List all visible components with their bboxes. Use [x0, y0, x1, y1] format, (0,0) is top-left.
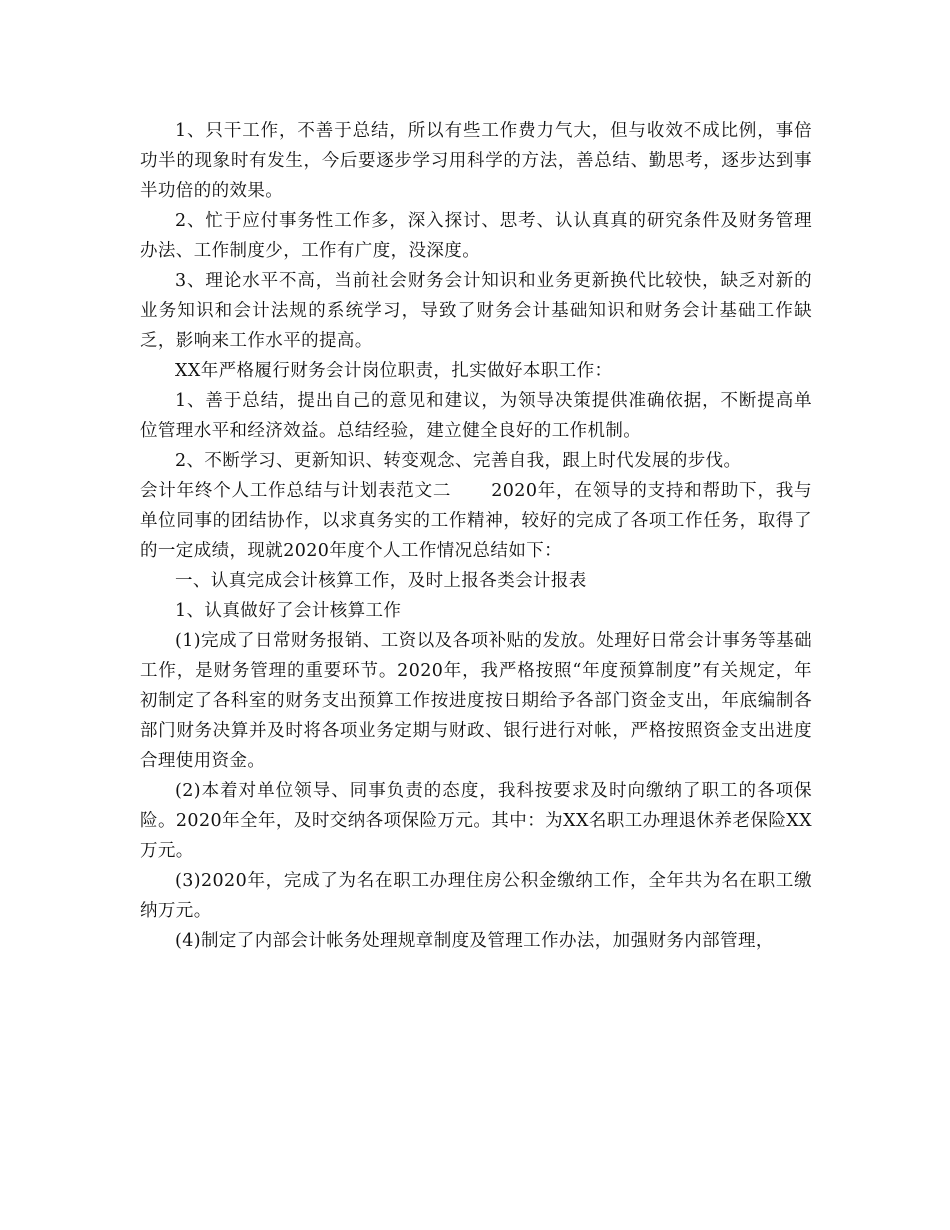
paragraph-plan-1: 1、善于总结，提出自己的意见和建议，为领导决策提供准确依据，不断提高单位管理水平和经济效益。总结经验，建立健全良好的工作机制。 — [140, 391, 812, 441]
document-body — [140, 116, 812, 956]
paragraph-item-4: (4)制定了内部会计帐务处理规章制度及管理工作办法，加强财务内部管理， — [175, 931, 774, 951]
paragraph-heading-accounting: 一、认真完成会计核算工作，及时上报各类会计报表 — [175, 571, 587, 591]
paragraph-plan-2: 2、不断学习、更新知识、转变观念、完善自我，跟上时代发展的步伐。 — [175, 451, 742, 471]
paragraph-item-1: (1)完成了日常财务报销、工资以及各项补贴的发放。处理好日常会计事务等基础工作，是财务管理的重要环节。2020年，我严格按照“年度预算制度”有关规定，年初制定了各科室的财务支出预算工作按进度按日期给予各部门资金支出，年底编制各部门财务决算并及时将各项业务定期与财政、银行进行对帐，严格按照资金支出进度合理使用资金。 — [140, 631, 812, 771]
paragraph-plan-heading: XX年严格履行财务会计岗位职责，扎实做好本职工作： — [175, 361, 613, 381]
paragraph-item-2: (2)本着对单位领导、同事负责的态度，我科按要求及时向缴纳了职工的各项保险。2020年全年，及时交纳各项保险万元。其中：为XX名职工办理退休养老保险XX万元。 — [140, 781, 812, 861]
paragraph-shortcoming-2: 2、忙于应付事务性工作多，深入探讨、思考、认认真真的研究条件及财务管理办法、工作制度少，工作有广度，没深度。 — [140, 211, 812, 261]
section-title: 会计年终个人工作总结与计划表范文二 — [140, 481, 452, 501]
section-intro: 2020年，在领导的支持和帮助下，我与单位同事的团结协作，以求真务实的工作精神，较好的完成了各项工作任务，取得了的一定成绩，现就2020年度个人工作情况总结如下： — [140, 481, 812, 561]
paragraph-item-3: (3)2020年，完成了为名在职工办理住房公积金缴纳工作，全年共为名在职工缴纳万元。 — [140, 871, 812, 921]
paragraph-subheading-accounting: 1、认真做好了会计核算工作 — [175, 601, 402, 621]
section-two-paragraph — [140, 476, 812, 566]
paragraph-shortcoming-1: 1、只干工作，不善于总结，所以有些工作费力气大，但与收效不成比例，事倍功半的现象时有发生，今后要逐步学习用科学的方法，善总结、勤思考，逐步达到事半功倍的的效果。 — [140, 121, 812, 201]
paragraph-shortcoming-3: 3、理论水平不高，当前社会财务会计知识和业务更新换代比较快，缺乏对新的业务知识和会计法规的系统学习，导致了财务会计基础知识和财务会计基础工作缺乏，影响来工作水平的提高。 — [140, 271, 812, 351]
